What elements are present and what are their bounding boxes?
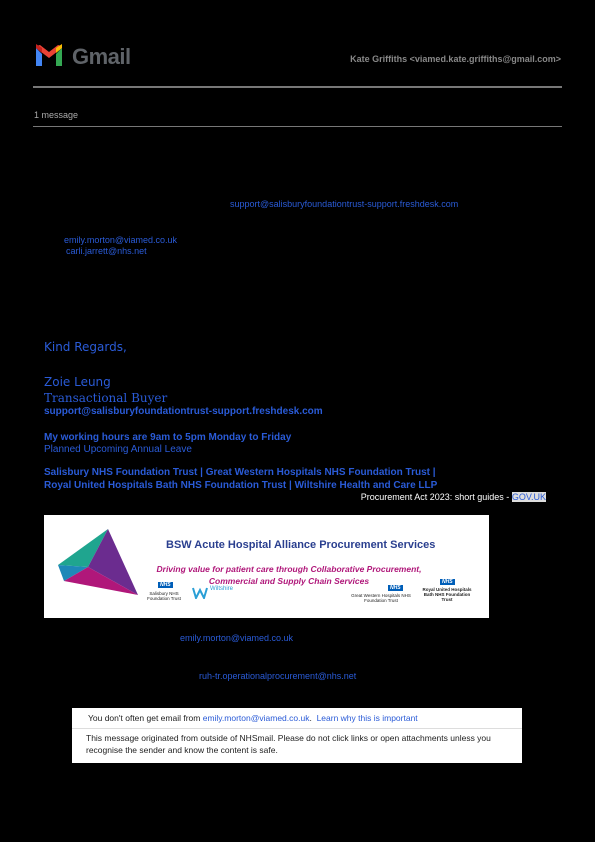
org-salisbury: Salisbury NHS Foundation Trust xyxy=(147,591,181,601)
gov-uk-link[interactable]: GOV.UK xyxy=(511,492,546,502)
quoted-to-email-link[interactable]: ruh-tr.operationalprocurement@nhs.net xyxy=(199,671,357,681)
notice-line xyxy=(88,713,418,723)
notice-suffix: . xyxy=(309,713,312,723)
notice-prefix: You don't often get email from xyxy=(88,713,203,723)
nhs-logo-great-western: NHS xyxy=(390,585,401,591)
nhs-logo-ruh: NHS xyxy=(442,579,453,585)
org-ruh: Royal United Hospitals Bath NHS Foundation Trust xyxy=(422,587,472,602)
signature-email-link[interactable]: support@salisburyfoundationtrust-support.freshdesk.com xyxy=(44,406,323,417)
signature-greeting: Kind Regards, xyxy=(44,340,127,354)
working-hours: My working hours are 9am to 5pm Monday to Friday xyxy=(44,432,292,443)
gmail-logo-icon xyxy=(34,44,64,68)
procurement-banner xyxy=(44,515,489,618)
alliance-triangle-logo-icon xyxy=(54,523,142,611)
account-user: Kate Griffiths <viamed.kate.griffiths@gmail.com> xyxy=(350,54,561,64)
wiltshire-logo-icon xyxy=(192,587,208,599)
procurement-guide xyxy=(361,492,546,502)
cc-email-link-1[interactable]: emily.morton@viamed.co.uk xyxy=(64,235,178,245)
gmail-wordmark: Gmail xyxy=(72,44,131,69)
external-sender-notice xyxy=(72,708,522,728)
learn-why-link[interactable]: Learn why this is important xyxy=(316,713,418,723)
notice-sender-link[interactable]: emily.morton@viamed.co.uk xyxy=(202,713,310,723)
banner-title: BSW Acute Hospital Alliance Procurement Services xyxy=(166,539,436,551)
trusts-line-1: Salisbury NHS Foundation Trust | Great Western Hospitals NHS Foundation Trust | xyxy=(44,467,436,478)
external-warning-text: This message originated from outside of NHSmail. Please do not click links or open attachments unless you recognise the sender and know the content is safe. xyxy=(86,733,491,755)
support-email-link[interactable]: support@salisburyfoundationtrust-support.freshdesk.com xyxy=(230,199,459,209)
trusts-line-2: Royal United Hospitals Bath NHS Foundation Trust | Wiltshire Health and Care LLP xyxy=(44,480,438,491)
quoted-from-email-link[interactable]: emily.morton@viamed.co.uk xyxy=(180,633,294,643)
nhs-logo-salisbury: NHS xyxy=(160,582,171,588)
cc-email-link-2[interactable]: carli.jarrett@nhs.net xyxy=(66,246,147,256)
signature-name: Zoie Leung xyxy=(44,375,111,389)
signature-title: Transactional Buyer xyxy=(44,391,168,405)
org-great-western: Great Western Hospitals NHS Foundation Trust xyxy=(351,593,411,603)
procurement-guide-text: Procurement Act 2023: short guides - xyxy=(360,492,512,502)
annual-leave: Planned Upcoming Annual Leave xyxy=(44,444,192,455)
thread-divider xyxy=(33,126,562,127)
message-count: 1 message xyxy=(34,110,79,120)
header-divider xyxy=(33,86,562,88)
org-wiltshire: Wiltshire xyxy=(210,586,234,592)
nhsmail-external-warning xyxy=(72,728,522,763)
banner-subtitle: Driving value for patient care through Collaborative Procurement, Commercial and Supply Chain Services xyxy=(156,564,422,586)
